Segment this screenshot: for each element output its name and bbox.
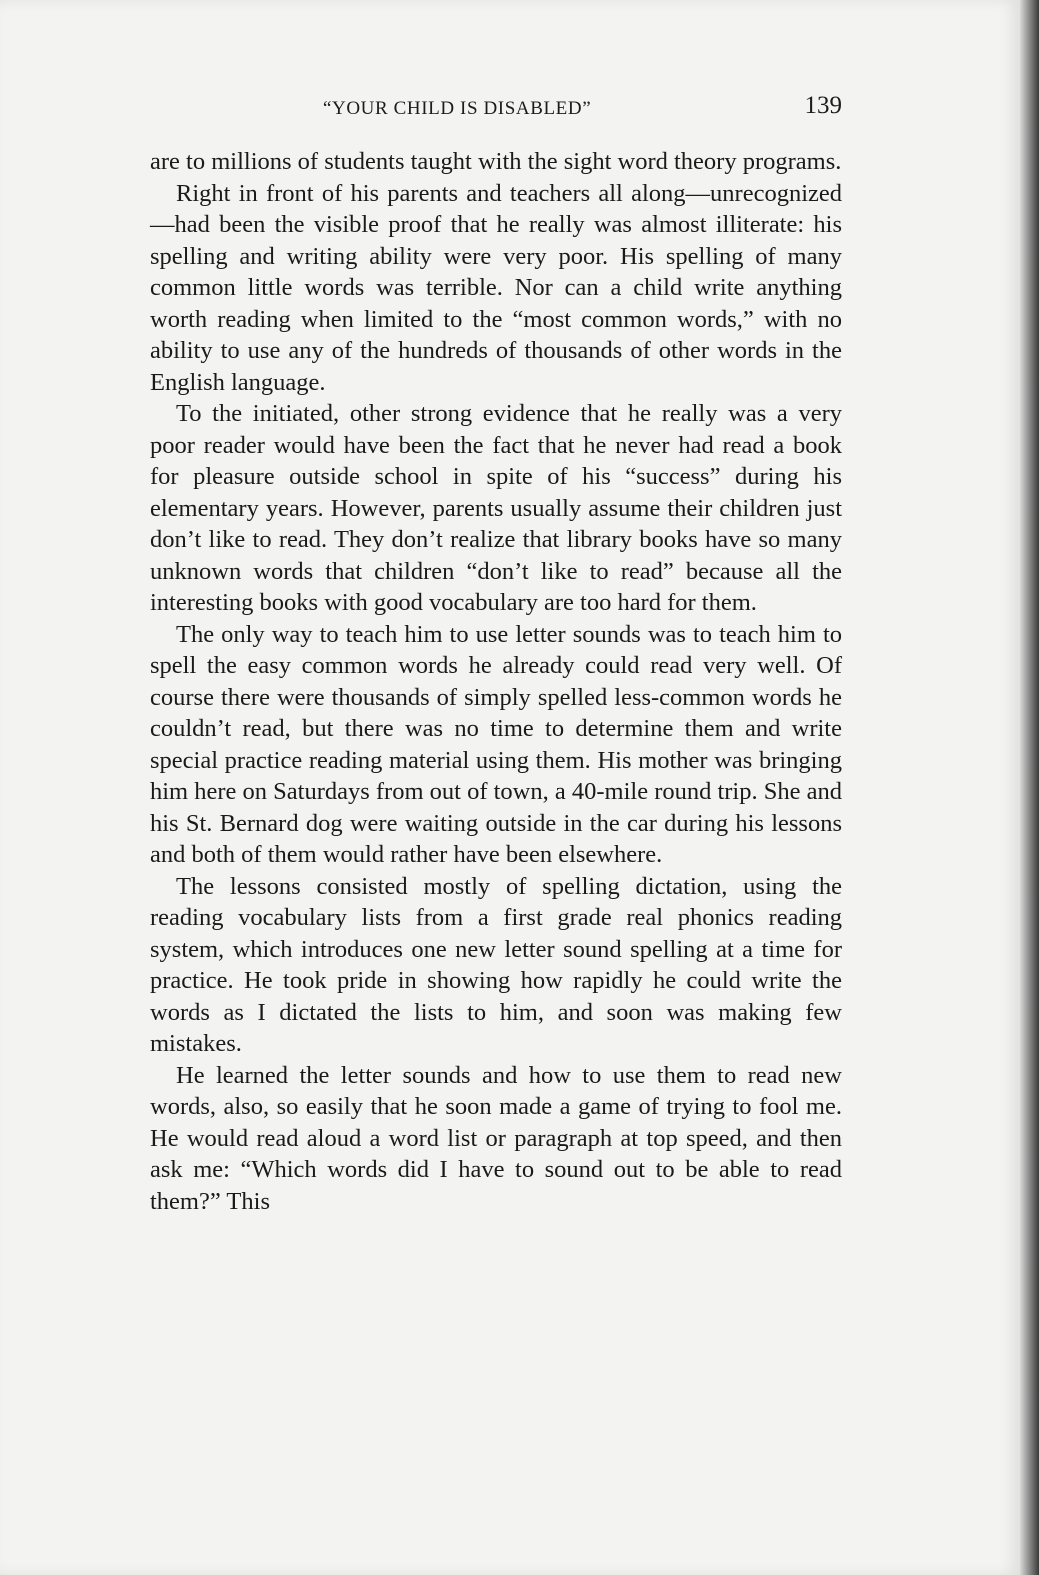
- paragraph: are to millions of students taught with the sight word theory programs.: [150, 148, 842, 175]
- page-edge-shadow: [1020, 0, 1039, 1575]
- body-text: [150, 146, 842, 1217]
- paragraph: He learned the letter sounds and how to use them to read new words, also, so easily that he soon made a game of trying to fool me. He would read aloud a word list or paragraph at top speed, and then ask me: “Which words did I have to sound out to be able to read them?” This: [150, 1061, 842, 1215]
- paragraph: The only way to teach him to use letter sounds was to teach him to spell the easy common words he already could read very well. Of course there were thousands of simply spelled less-common words he couldn’t read, but there was no time to determine them and write special practice reading material using them. His mother was bringing him here on Saturdays from out of town, a 40-mile round trip. She and his St. Bernard dog were waiting outside in the car during his lessons and both of them would rather have been elsewhere.: [150, 620, 842, 868]
- running-head: “YOUR CHILD IS DISABLED”: [323, 98, 592, 119]
- paragraph: Right in front of his parents and teachers all along—unrecognized—had been the visible proof that he really was almost illiterate: his spelling and writing ability were very poor. His spelling of many common little words was terrible. Nor can a child write anything worth reading when limited to the “most common words,” with no ability to use any of the hundreds of thousands of other words in the English language.: [150, 179, 842, 396]
- paragraph: The lessons consisted mostly of spelling dictation, using the reading vocabulary lists from a first grade real phonics reading system, which introduces one new letter sound spelling at a time for practice. He took pride in showing how rapidly he could write the words as I dictated the lists to him, and soon was making few mistakes.: [150, 872, 842, 1057]
- page-header: [150, 92, 842, 126]
- page-number: 139: [804, 92, 842, 119]
- paragraph: To the initiated, other strong evidence that he really was a very poor reader would have been the fact that he never had read a book for pleasure outside school in spite of his “success” during his elementary years. However, parents usually assume their children just don’t like to read. They don’t realize that library books have so many unknown words that children “don’t like to read” because all the interesting books with good vocabulary are too hard for them.: [150, 400, 842, 616]
